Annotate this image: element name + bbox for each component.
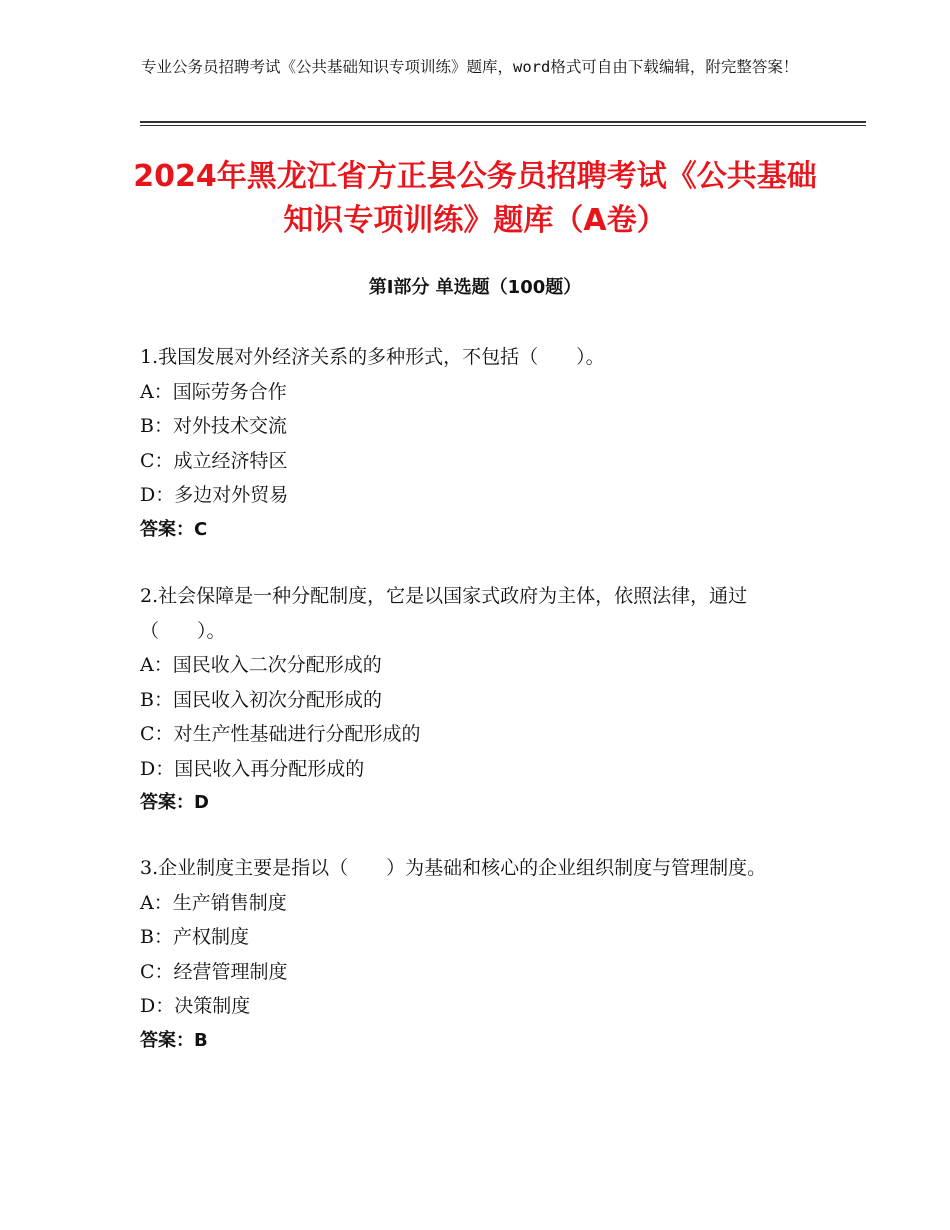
section-heading: 第Ⅰ部分 单选题（100题） xyxy=(368,277,582,298)
option-b: B：产权制度 xyxy=(140,926,249,948)
document-title: 2024年黑龙江省方正县公务员招聘考试《公共基础知识专项训练》题库（A卷） xyxy=(133,159,817,238)
document-header-note: 专业公务员招聘考试《公共基础知识专项训练》题库，word格式可自由下载编辑，附完整答案！ xyxy=(141,58,799,76)
question-1 xyxy=(140,340,820,547)
option-b: B：国民收入初次分配形成的 xyxy=(140,688,382,711)
option-a: A：国民收入二次分配形成的 xyxy=(140,654,382,676)
option-a: A：生产销售制度 xyxy=(140,891,287,914)
header-divider-thick xyxy=(140,121,866,123)
option-d: D：决策制度 xyxy=(140,995,251,1017)
option-c: C：成立经济特区 xyxy=(140,449,288,472)
option-a: A：国际劳务合作 xyxy=(140,380,287,403)
question-stem: 1.我国发展对外经济关系的多种形式，不包括（ ）。 xyxy=(140,346,605,368)
option-d: D：多边对外贸易 xyxy=(140,484,289,506)
option-d: D：国民收入再分配形成的 xyxy=(140,757,365,780)
answer: 答案：C xyxy=(140,518,208,540)
answer: 答案：B xyxy=(140,1029,208,1051)
option-c: C：对生产性基础进行分配形成的 xyxy=(140,723,421,745)
question-2 xyxy=(140,579,820,821)
question-3 xyxy=(140,851,820,1058)
question-stem: 2.社会保障是一种分配制度，它是以国家式政府为主体，依照法律，通过（ ）。 xyxy=(140,585,748,642)
answer: 答案：D xyxy=(140,792,209,813)
option-b: B：对外技术交流 xyxy=(140,415,287,437)
question-stem: 3.企业制度主要是指以（ ）为基础和核心的企业组织制度与管理制度。 xyxy=(140,857,767,879)
option-c: C：经营管理制度 xyxy=(140,960,288,983)
header-divider-thin xyxy=(140,125,866,126)
